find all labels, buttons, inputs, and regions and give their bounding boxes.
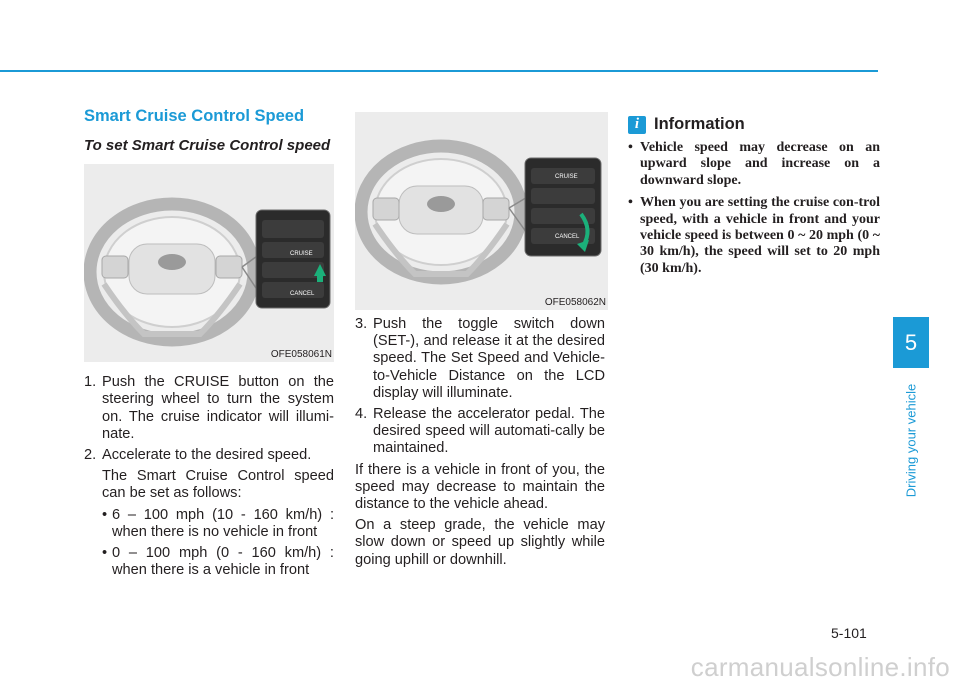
- information-text: When you are setting the cruise con-trol speed, with a vehicle in front and your vehicle speed is between 0 ~ 20 mph (0 ~ 30 km/h), the speed will set to 20 mph (30 km/h).: [640, 195, 880, 276]
- step-2-note: The Smart Cruise Control speed can be set as follows:: [102, 468, 334, 502]
- paragraph: On a steep grade, the vehicle may slow down or speed up slightly while going uphill or downhill.: [355, 517, 605, 568]
- information-list: [628, 140, 880, 277]
- left-column: [84, 108, 334, 583]
- information-header: [628, 116, 880, 134]
- information-box: [628, 116, 880, 283]
- paragraph: If there is a vehicle in front of you, the speed may decrease to maintain the distance to the vehicle ahead.: [355, 461, 605, 513]
- step-4: [355, 406, 605, 458]
- information-item: [628, 140, 880, 189]
- step-1: [84, 374, 334, 443]
- figure-caption: OFE058062N: [544, 297, 606, 308]
- step-2: [84, 447, 334, 464]
- middle-column: [355, 316, 605, 573]
- step-3: [355, 316, 605, 402]
- bullet-text: 0 – 100 mph (0 - 160 km/h) : when there is a vehicle in front: [112, 545, 334, 579]
- info-icon: i: [628, 116, 646, 134]
- cancel-button-label: CANCEL: [555, 234, 580, 240]
- step-number: 2.: [84, 447, 97, 464]
- section-title: Smart Cruise Control Speed: [84, 107, 305, 125]
- cancel-button-label: CANCEL: [290, 291, 315, 298]
- steering-wheel-figure-2: [355, 112, 608, 310]
- steering-wheel-figure-1: [84, 164, 334, 362]
- steering-wheel-illustration: [355, 112, 608, 310]
- header-rule: [0, 70, 878, 72]
- subsection-title: To set Smart Cruise Control speed: [84, 137, 331, 155]
- page-number: 5-101: [831, 625, 867, 641]
- bullet-mark: •: [628, 195, 633, 211]
- watermark: carmanualsonline.info: [690, 652, 950, 682]
- step-text: Push the toggle switch down (SET-), and release it at the desired speed. The Set Speed and Vehicle-to-Vehicle Distance on the LCD display will illuminate.: [373, 316, 605, 401]
- cruise-button-label: CRUISE: [555, 174, 578, 180]
- cruise-button-label: CRUISE: [290, 251, 313, 258]
- speed-bullet: [102, 507, 334, 541]
- chapter-tab: 5: [893, 317, 929, 368]
- bullet-mark: •: [102, 545, 108, 562]
- speed-bullet: [102, 545, 334, 579]
- information-text: Vehicle speed may decrease on an upward slope and increase on a downward slope.: [640, 140, 880, 188]
- information-item: [628, 195, 880, 277]
- step-number: 4.: [355, 406, 368, 423]
- step-text: Release the accelerator pedal. The desired speed will automati-cally be maintained.: [373, 406, 605, 457]
- step-text: Accelerate to the desired speed.: [102, 447, 312, 464]
- step-number: 3.: [355, 316, 368, 332]
- step-number: 1.: [84, 374, 97, 391]
- chapter-label-text: Driving your vehicle: [903, 383, 919, 498]
- information-title: Information: [654, 115, 745, 134]
- step-text: Push the CRUISE button on the steering wheel to turn the system on. The cruise indicator will illumi-nate.: [102, 374, 334, 442]
- bullet-text: 6 – 100 mph (10 - 160 km/h) : when there is no vehicle in front: [112, 506, 334, 540]
- bullet-mark: •: [628, 140, 633, 155]
- bullet-mark: •: [102, 506, 108, 523]
- figure-caption: OFE058061N: [270, 349, 332, 361]
